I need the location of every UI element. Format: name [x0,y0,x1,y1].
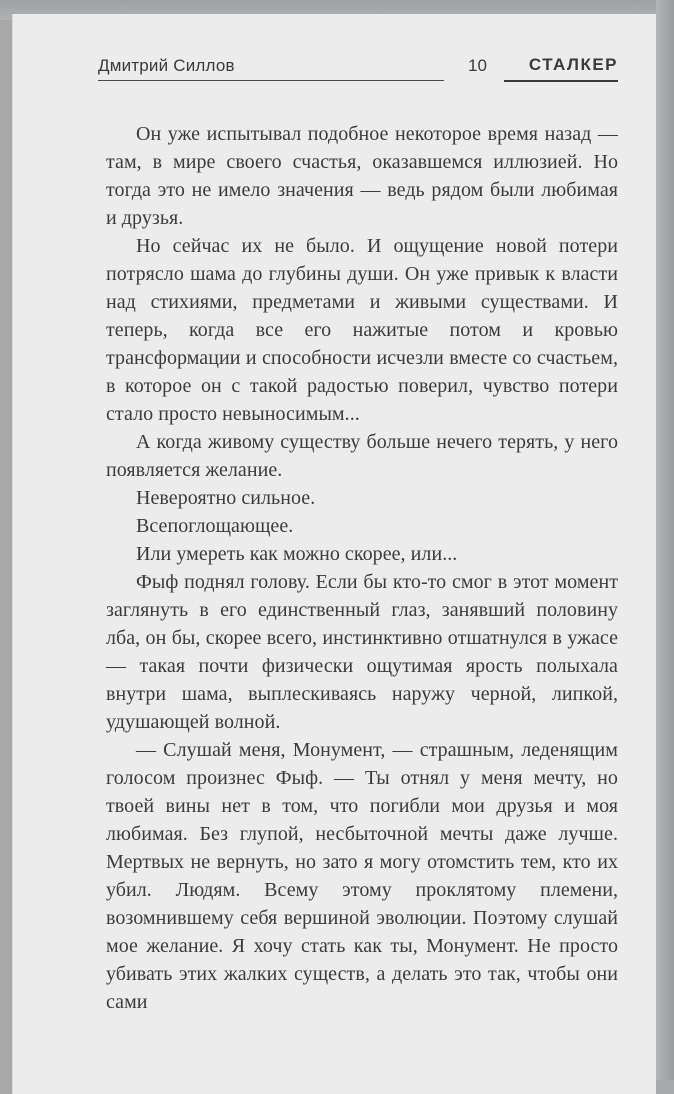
paragraph: Или умереть как можно скорее, или... [136,543,458,565]
paragraph: Невероятно сильное. [136,487,316,509]
paragraph: Фыф поднял голову. Если бы кто-то смог в этот момент заглянуть в его единственный глаз, занявший половину лба, он бы, скорее всего, инстинктивно отшатнулся в ужасе — такая почти физически ощутимая ярость полыхала внутри шама, выплескиваясь наружу черной, липкой, удушающей волной. [106,571,618,733]
paragraph: А когда живому существу больше нечего терять, у него появляется желание. [106,431,618,481]
paragraph: Он уже испытывал подобное некоторое время назад — там, в мире своего счастья, оказавшемся иллюзией. Но тогда это не имело значения — ведь рядом были любимая и друзья. [106,123,618,229]
running-head [98,46,618,86]
scan-background-right [656,0,674,1080]
paragraph: Но сейчас их не было. И ощущение новой потери потрясло шама до глубины души. Он уже привык к власти над стихиями, предметами и живыми существами. И теперь, когда все его нажитые потом и кровью трансформации и способности исчезли вместе со счастьем, в которое он с такой радостью поверил, чувство потери стало просто невыносимым... [106,235,618,425]
author-name: Дмитрий Силлов [98,56,235,75]
series-title: СТАЛКЕР [528,55,618,74]
paragraph: — Слушай меня, Монумент, — страшным, леденящим голосом произнес Фыф. — Ты отнял у меня мечту, но твоей вины нет в том, что погибли мои друзья и моя любимая. Без глупой, несбыточной мечты даже лучше. Мертвых не вернуть, но зато я могу отомстить тем, кто их убил. Людям. Всему этому проклятому племени, возомнившему себя вершиной эволюции. Поэтому слушай мое желание. Я хочу стать как ты, Монумент. Не просто убивать этих жалких существ, а делать это так, чтобы они сами [106,739,618,1013]
body-text [106,120,618,1016]
header-rule-left [98,80,444,81]
paragraph: Всепоглощающее. [136,515,294,537]
page-number: 10 [468,56,487,75]
header-rule-right [504,80,618,82]
